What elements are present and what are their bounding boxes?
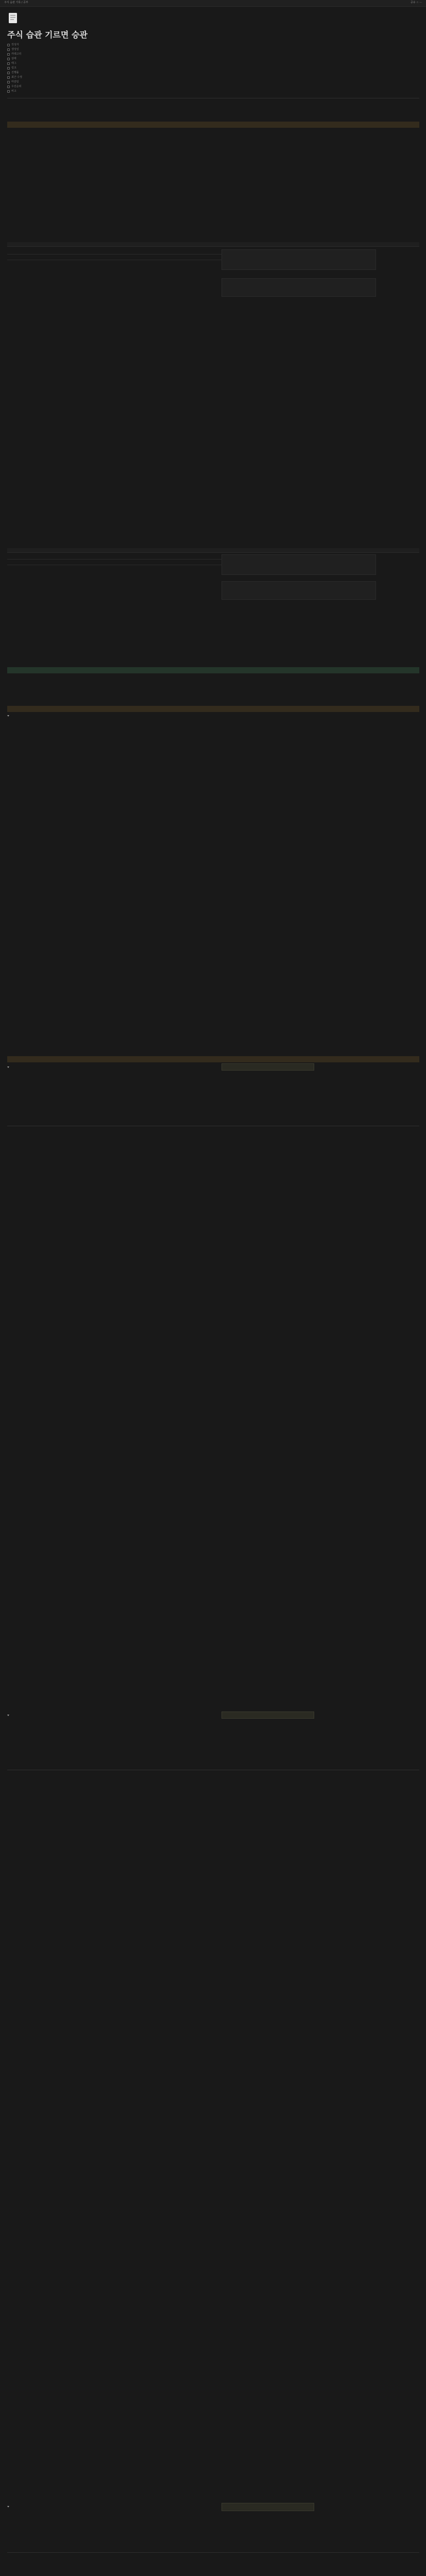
property-key-label: 생성일 [11,47,19,51]
journal-b-info-panel [221,1711,314,1719]
property-key [7,76,43,79]
property-list [7,43,419,94]
document-icon [7,12,19,24]
checklist-toggle[interactable] [7,713,419,718]
property-icon [7,72,10,74]
property-row[interactable] [7,52,419,57]
toggle-expanded-icon [7,715,9,717]
reference-callout [7,667,419,673]
journal-c-toggle[interactable] [7,2504,419,2509]
breadcrumb[interactable]: 주식 습관 기록 / 공부 [4,1,28,4]
intro-callout [7,122,419,128]
toggle-expanded-icon [7,1066,9,1068]
journal-table [7,2547,419,2553]
property-key [7,53,43,56]
journal-a-toggle[interactable] [7,1064,419,1070]
database-table [7,560,224,565]
property-key-label: 마감일 [11,80,19,83]
journal-b-table [7,1765,419,1770]
column-header[interactable] [50,255,94,260]
checklist-callout [7,706,419,712]
property-key [7,48,43,52]
property-icon [7,53,10,56]
intro-block [9,130,416,131]
property-icon [7,76,10,79]
header-row [7,1121,419,1126]
journal-a-info-panel [221,1063,314,1071]
tracker-a-database [7,249,224,260]
column-header[interactable] [137,560,180,565]
column-header[interactable] [94,560,137,565]
top-bar [0,0,426,7]
journal-a-table [7,1121,419,1126]
property-key [7,66,43,70]
view-bar [7,554,224,560]
column-header[interactable] [28,1765,198,1770]
database-table [7,255,224,260]
column-header[interactable] [198,1765,368,1770]
property-icon [7,90,10,93]
property-key-label: 우선순위 [11,84,22,88]
property-row[interactable] [7,66,419,71]
journal-table [7,1765,419,1770]
property-key [7,62,43,65]
toggle-expanded-icon [7,2506,9,2507]
property-key [7,80,43,84]
page-title[interactable]: 주식 습관 기르면 승관 [7,30,88,40]
column-header[interactable] [7,1121,28,1126]
column-header[interactable] [7,2547,28,2553]
column-header[interactable] [180,255,224,260]
tracker-b-side-note [221,554,376,575]
property-row[interactable] [7,75,419,80]
header-row [7,1765,419,1770]
column-header[interactable] [7,560,50,565]
view-bar [7,249,224,255]
tracker-a-summary [221,278,376,297]
tracker-a-side-note [221,249,376,270]
property-key-label: 최근 수정 [11,75,22,79]
property-row[interactable] [7,57,419,61]
column-header[interactable] [368,1121,419,1126]
property-key-label: 카테고리 [11,52,22,56]
column-header[interactable] [28,2547,198,2553]
property-row[interactable] [7,89,419,94]
column-header[interactable] [50,560,94,565]
property-icon [7,62,10,65]
property-key [7,90,43,93]
property-key-label: 비고 [11,89,16,93]
property-key-label: 작성자 [11,43,19,46]
journal-c-info-panel [221,2503,314,2511]
property-key-label: 진행률 [11,71,19,74]
property-icon [7,86,10,88]
header-row [7,2547,419,2553]
property-row[interactable] [7,71,419,75]
tracker-b-title[interactable] [7,548,419,553]
top-actions[interactable]: 공유 ☆ ··· [410,1,422,4]
property-row[interactable] [7,61,419,66]
property-key-label: 링크 [11,66,16,70]
tracker-b-database [7,554,224,565]
column-header[interactable] [368,1765,419,1770]
journal-table [7,1121,419,1126]
property-icon [7,67,10,70]
column-header[interactable] [198,1121,368,1126]
property-icon [7,81,10,83]
column-header[interactable] [94,255,137,260]
column-header[interactable] [7,1765,28,1770]
column-header[interactable] [7,255,50,260]
property-key [7,85,43,89]
property-row[interactable] [7,43,419,47]
column-header[interactable] [198,2547,368,2553]
property-key-label: 태그 [11,61,16,65]
property-key-label: 상태 [11,57,16,60]
property-key [7,71,43,75]
property-key [7,57,43,61]
tracker-a-title[interactable] [7,242,419,247]
column-header[interactable] [180,560,224,565]
reading-block [9,170,416,172]
property-icon [7,58,10,60]
property-key [7,43,43,47]
property-row[interactable] [7,47,419,52]
header-row [7,255,224,260]
toggle-expanded-icon [7,1715,9,1716]
journal-c-table [7,2547,419,2553]
property-icon [7,44,10,46]
column-header[interactable] [137,255,180,260]
column-header[interactable] [28,1121,198,1126]
column-header[interactable] [368,2547,419,2553]
header-row [7,560,224,565]
journal-b-toggle[interactable] [7,1713,419,1718]
property-row[interactable] [7,80,419,84]
property-icon [7,48,10,51]
tracker-b-summary [221,581,376,600]
property-row[interactable] [7,84,419,89]
journal-callout [7,1056,419,1062]
